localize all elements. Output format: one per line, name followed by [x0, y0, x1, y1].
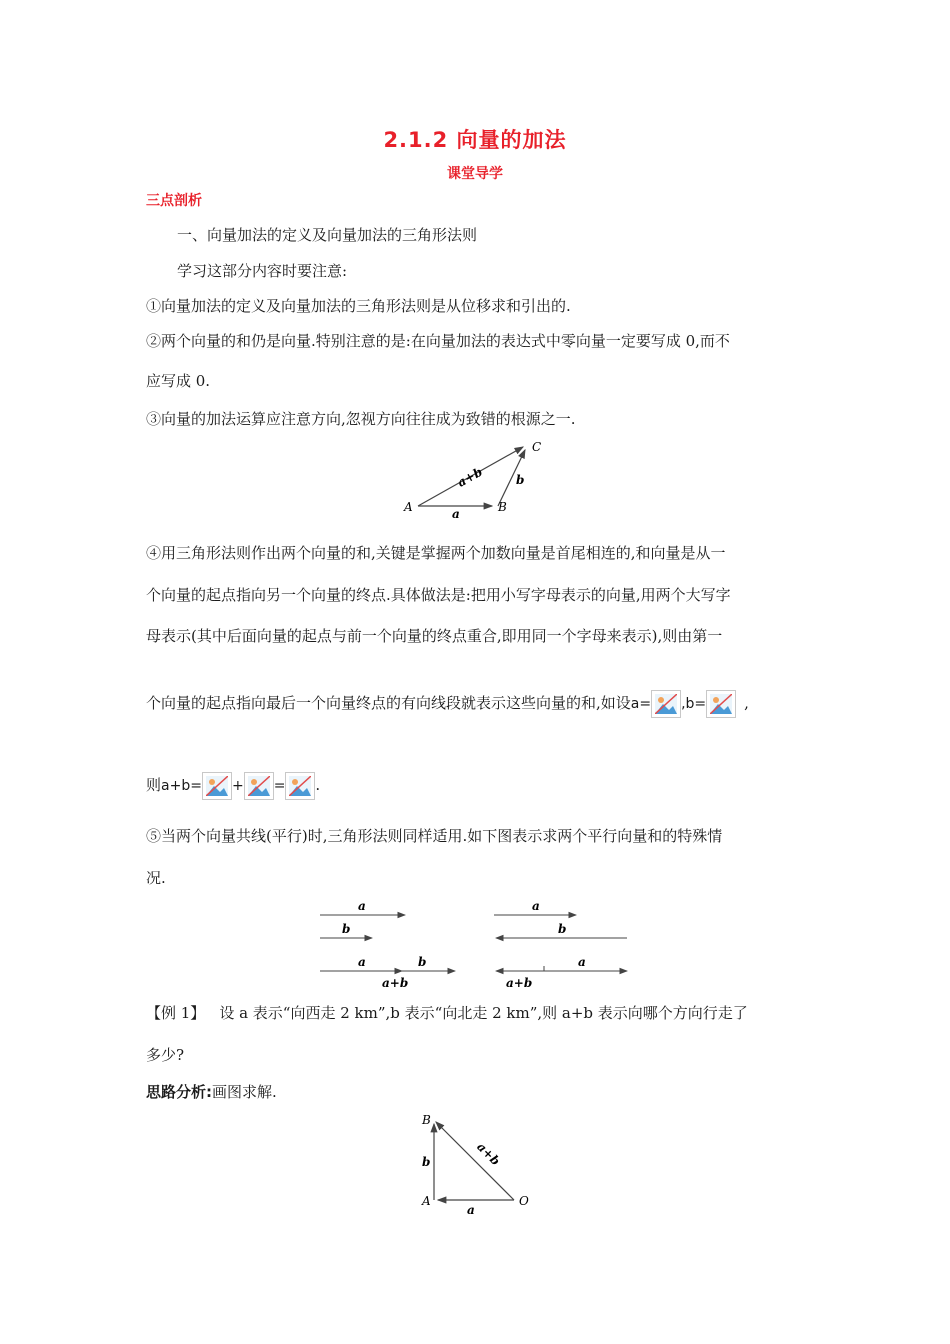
point-B-label: B	[422, 1113, 431, 1127]
image-placeholder-icon	[202, 772, 232, 800]
equals-sign: =	[273, 778, 286, 794]
item-1: ①向量加法的定义及向量加法的三角形法则是从位移求和引出的.	[146, 297, 571, 315]
vector-a-label: a	[452, 507, 460, 521]
right-sum-a-label: a	[578, 955, 586, 969]
section-heading: 三点剖析	[146, 193, 202, 209]
item-4-line-4	[146, 690, 749, 718]
note-intro: 学习这部分内容时要注意:	[177, 262, 348, 280]
image-placeholder-icon	[706, 690, 736, 718]
item-5-line-2: 况.	[146, 869, 166, 887]
example-label: 【例 1】	[146, 1004, 206, 1022]
example-line-1	[146, 1006, 748, 1021]
vector-sum-label: a+b	[455, 464, 485, 490]
line-5-prefix: 则	[146, 776, 162, 794]
left-sum-label: a+b	[382, 976, 409, 990]
example-text: 设 a 表示“向西走 2 km”,b 表示“向北走 2 km”,则 a+b 表示向哪个方向行走了	[219, 1004, 748, 1022]
item-3: ③向量的加法运算应注意方向,忽视方向往往成为致错的根源之一.	[146, 410, 576, 428]
point-C-label: C	[532, 440, 542, 454]
right-a-label: a	[532, 899, 540, 913]
item-4-line-2: 个向量的起点指向另一个向量的终点.具体做法是:把用小写字母表示的向量,用两个大写字	[146, 586, 731, 604]
a-plus-b-equals: a+b=	[161, 778, 202, 794]
item-4-line-3: 母表示(其中后面向量的起点与前一个向量的终点重合,即用同一个字母来表示),则由第一	[146, 627, 723, 645]
item-4-line-4-text: 个向量的起点指向最后一个向量终点的有向线段就表示这些向量的和,如设	[146, 694, 631, 712]
heading-one: 一、向量加法的定义及向量加法的三角形法则	[177, 226, 478, 244]
right-sum-label: a+b	[506, 976, 533, 990]
a-equals: a=	[630, 696, 652, 712]
triangle-rule-figure	[398, 436, 558, 522]
right-b-label: b	[558, 922, 567, 936]
left-sum-b-label: b	[418, 955, 427, 969]
item-2-line-1: ②两个向量的和仍是向量.特别注意的是:在向量加法的表达式中零向量一定要写成 0,而不	[146, 332, 730, 350]
example-line-2: 多少?	[146, 1046, 185, 1064]
vector-b-label: b	[516, 473, 525, 487]
point-A-label: A	[422, 1194, 431, 1208]
point-B-label: B	[498, 500, 507, 514]
image-placeholder-icon	[651, 690, 681, 718]
point-O-label: O	[519, 1194, 529, 1208]
item-5-line-1: ⑤当两个向量共线(平行)时,三角形法则同样适用.如下图表示求两个平行向量和的特殊情	[146, 827, 723, 845]
vector-sum-label: a+b	[474, 1139, 503, 1169]
image-placeholder-icon	[244, 772, 274, 800]
vector-sum-arrow	[436, 1122, 514, 1200]
comma: ,	[681, 696, 686, 712]
left-sum-a-label: a	[358, 955, 366, 969]
page-subtitle: 课堂导学	[447, 166, 503, 182]
plus-sign: +	[231, 778, 244, 794]
analysis-label: 思路分析:	[146, 1083, 212, 1101]
item-2-line-2: 应写成 0.	[146, 372, 211, 390]
example-triangle-figure	[416, 1108, 540, 1218]
left-a-label: a	[358, 899, 366, 913]
parallel-vectors-figure	[312, 896, 642, 992]
point-A-label: A	[404, 500, 413, 514]
image-placeholder-icon	[285, 772, 315, 800]
analysis-line	[146, 1085, 277, 1100]
page-title: 2.1.2 向量的加法	[383, 128, 567, 152]
analysis-text: 画图求解.	[212, 1083, 277, 1101]
item-4-line-1: ④用三角形法则作出两个向量的和,关键是掌握两个加数向量是首尾相连的,和向量是从一	[146, 544, 726, 562]
period: .	[315, 776, 321, 794]
vector-b-label: b	[422, 1155, 431, 1169]
b-equals: b=	[685, 696, 707, 712]
end-comma: ,	[744, 694, 749, 712]
item-4-line-5	[146, 772, 320, 800]
vector-a-label: a	[467, 1203, 475, 1217]
left-b-label: b	[342, 922, 351, 936]
